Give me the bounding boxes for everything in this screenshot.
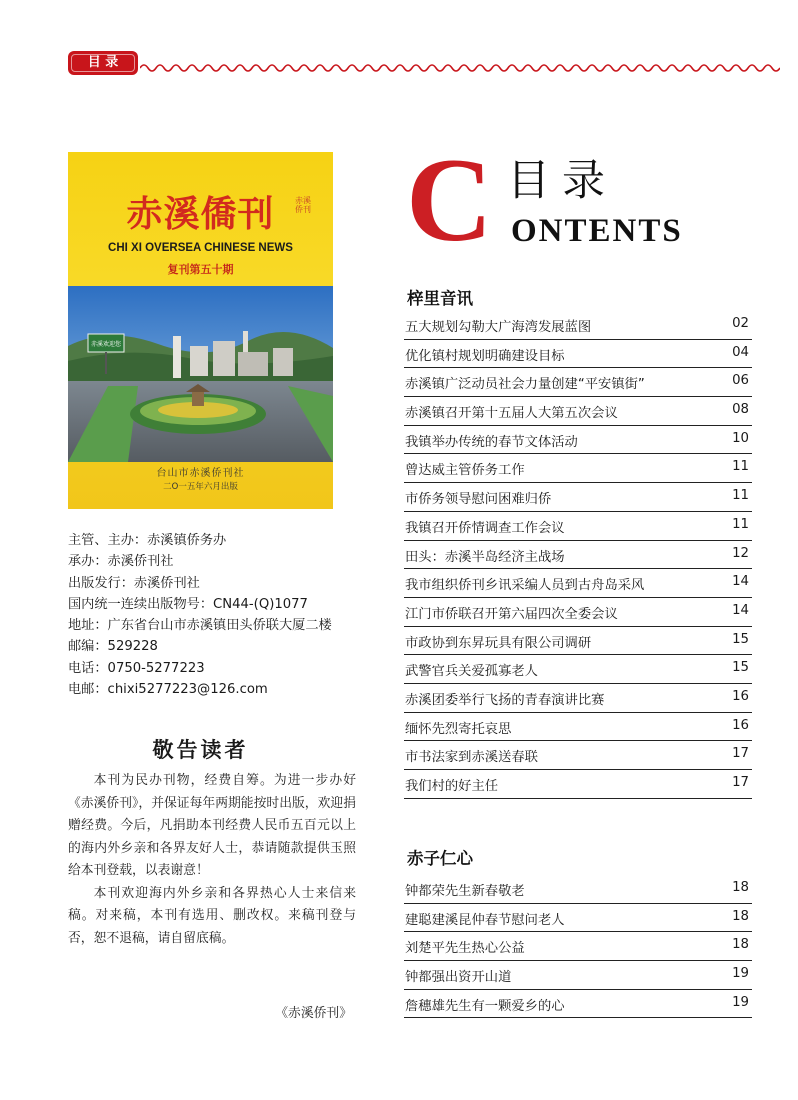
section-tab: 目 录 [68,51,138,75]
contents-cn-title: 目录 [507,156,617,206]
toc-item-page: 16 [732,688,749,704]
toc-item-page: 11 [732,459,749,475]
magazine-cover [68,152,333,509]
toc-item-title: 赤溪镇召开第十五届人大第五次会议 [405,406,618,422]
toc-item-page: 14 [732,602,749,618]
toc-item[interactable] [404,627,752,656]
toc-item[interactable] [404,368,752,397]
toc-item-page: 19 [732,994,749,1010]
toc-item-page: 02 [732,316,749,331]
toc-section-1 [404,311,752,799]
toc-item[interactable] [404,875,752,904]
toc-section-2 [404,875,752,1018]
toc-item[interactable] [404,426,752,455]
cover-publisher: 台山市赤溪侨刊社 [156,468,245,479]
toc-item-title: 曾达威主管侨务工作 [405,463,525,479]
toc-item-page: 15 [732,631,749,647]
toc-item-page: 14 [732,574,749,590]
toc-item-page: 04 [732,344,749,360]
info-line: 地址：广东省台山市赤溪镇田头侨联大厦二楼 [68,618,332,634]
toc-item-page: 17 [732,775,749,790]
info-line: 承办：赤溪侨刊社 [68,554,174,570]
toc-item[interactable] [404,598,752,627]
toc-item-title: 赤溪团委举行飞扬的青春演讲比赛 [405,692,605,708]
toc-item-page: 16 [732,717,749,733]
toc-item-title: 刘楚平先生热心公益 [405,941,525,957]
info-line: 出版发行：赤溪侨刊社 [68,575,200,591]
cover-stamp: 赤溪侨刊 [295,196,311,214]
toc-item-page: 19 [732,966,749,982]
publication-info [68,530,368,700]
cover-photo [68,286,333,462]
info-line: 电话：0750-5277223 [68,660,205,676]
toc-item[interactable] [404,655,752,684]
toc-item-title: 市书法家到赤溪送春联 [405,750,538,766]
cover-date: 二O一五年六月出版 [163,482,238,492]
info-line: 国内统一连续出版物号：CN44-(Q)1077 [68,596,308,612]
cover-english-title: CHI XI OVERSEA CHINESE NEWS [108,242,293,254]
toc-item-page: 18 [732,937,749,953]
toc-item[interactable] [404,483,752,512]
toc-item[interactable] [404,569,752,598]
cover-issue: 复刊第五十期 [167,263,234,276]
cover-title: 赤溪僑刊 [126,193,275,235]
toc-item-title: 优化镇村规划明确建设目标 [405,348,565,364]
toc-item[interactable] [404,904,752,933]
notice-title: 敬告读者 [152,738,249,762]
toc-item[interactable] [404,454,752,483]
notice-paragraph: 本刊欢迎海内外乡亲和各界热心人士来信来稿。对来稿，本刊有选用、删改权。来稿刊登与否，恕不退稿，请自留底稿。 [68,885,356,946]
toc-item-page: 11 [732,488,749,504]
toc-item[interactable] [404,512,752,541]
toc-item-title: 我镇举办传统的春节文体活动 [405,434,578,450]
toc-item-title: 赤溪镇广泛动员社会力量创建“平安镇街” [405,377,645,393]
toc-item-page: 12 [732,545,749,561]
toc-item-page: 15 [732,660,749,676]
toc-item[interactable] [404,713,752,742]
toc-item-title: 我镇召开侨情调查工作会议 [405,520,565,536]
toc-item-title: 武警官兵关爱孤寡老人 [405,664,538,680]
toc-item-title: 詹穗雄先生有一颗爱乡的心 [405,998,565,1014]
section-title: 赤子仁心 [407,849,473,868]
toc-item-page: 08 [732,402,749,418]
toc-item-page: 10 [732,430,749,446]
toc-item[interactable] [404,541,752,570]
contents-en-title: ONTENTS [511,213,683,249]
toc-item-title: 建聪建溪昆仲春节慰问老人 [405,912,565,928]
toc-item[interactable] [404,684,752,713]
toc-item-page: 18 [732,908,749,924]
toc-item[interactable] [404,397,752,426]
toc-item[interactable] [404,311,752,340]
toc-item-title: 五大规划勾勒大广海湾发展蓝图 [405,320,592,335]
info-line: 邮编：529228 [68,639,158,655]
toc-item[interactable] [404,340,752,369]
toc-item-title: 钟都荣先生新春敬老 [405,884,525,899]
toc-item-title: 我市组织侨刊乡讯采编人员到古舟岛采风 [405,578,645,594]
billboard-text: 赤溪欢迎您 [90,341,122,348]
notice-paragraph: 本刊为民办刊物，经费自筹。为进一步办好《赤溪侨刊》，并保证每年两期能按时出版，欢迎捐赠经费。今后，凡捐助本刊经费人民币五百元以上的海内外乡亲和各界友好人士，恭请随款提供玉照给本刊登载，以表谢意！ [68,773,356,878]
toc-item-page: 18 [732,880,749,895]
toc-item-title: 缅怀先烈寄托哀思 [405,721,512,737]
toc-item-title: 市侨务领导慰问困难归侨 [405,492,552,508]
contents-big-letter: C [406,133,493,266]
toc-item-title: 钟都强出资开山道 [405,970,512,986]
info-line: 主管、主办：赤溪镇侨务办 [68,533,227,548]
toc-item[interactable] [404,990,752,1019]
toc-item-page: 17 [732,746,749,762]
decorative-wave-line [140,62,780,74]
info-line: 电邮：chixi5277223@126.com [68,682,268,698]
toc-item[interactable] [404,741,752,770]
section-title: 梓里音讯 [407,289,473,308]
notice-signature: 《赤溪侨刊》 [275,1006,352,1021]
toc-item-title: 市政协到东昇玩具有限公司调研 [405,635,592,651]
toc-item[interactable] [404,770,752,799]
toc-item[interactable] [404,961,752,990]
toc-item[interactable] [404,932,752,961]
toc-item-page: 06 [732,373,749,389]
toc-item-title: 田头：赤溪半岛经济主战场 [405,549,565,565]
toc-item-title: 我们村的好主任 [405,779,499,794]
toc-item-title: 江门市侨联召开第六届四次全委会议 [405,606,618,622]
toc-item-page: 11 [732,516,749,532]
notice-body [68,770,356,950]
